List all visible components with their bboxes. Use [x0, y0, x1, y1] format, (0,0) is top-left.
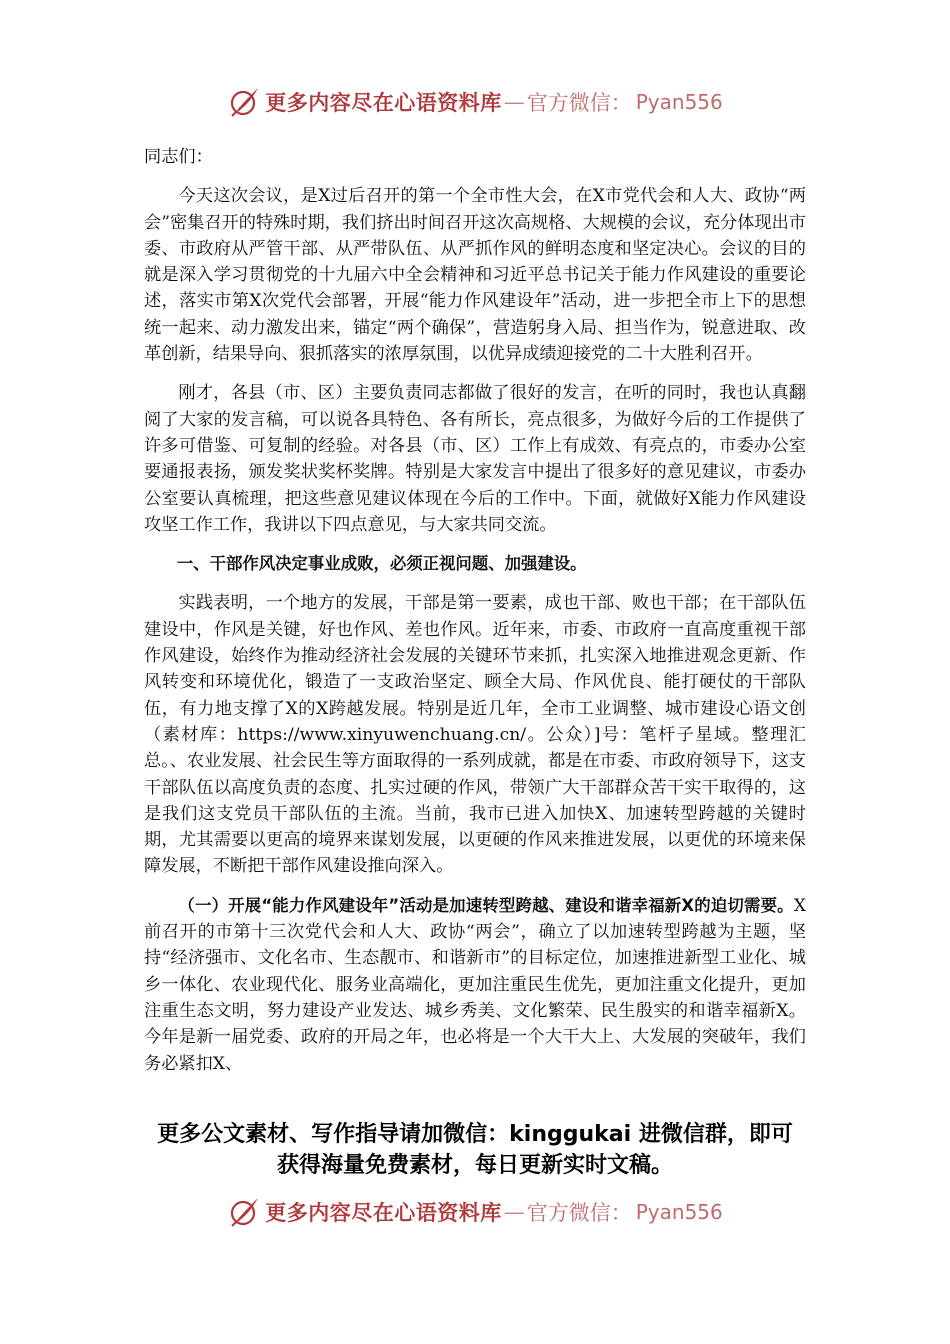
quill-logo-icon: [227, 85, 261, 119]
footer-watermark-banner: [0, 1190, 950, 1234]
paragraph-remarks: 刚才，各县（市、区）主要负责同志都做了很好的发言，在听的同时，我也认真翻阅了大家的发言稿，可以说各具特色、各有所长，亮点很多，为做好今后的工作提供了许多可借鉴、可复制的经验。对各县（市、区）工作上有成效、有亮点的，市委办公室要通报表扬，颁发奖状奖杯奖牌。特别是大家发言中提出了很多好的意见建议，市委办公室要认真梳理，把这些意见建议体现在今后的工作中。下面，就做好X能力作风建设攻坚工作工作，我讲以下四点意见，与大家共同交流。: [144, 383, 806, 535]
subsection-body: X前召开的市第十三次党代会和人大、政协“两会”，确立了以加速转型跨越为主题，坚持“经济强市、文化名市、生态靓市、和谐新市”的目标定位，加速推进新型工业化、城乡一体化、农业现代化、服务业高端化，更加注重民生优先，更加注重文化提升，更加注重生态文明，努力建设产业发达、城乡秀美、文化繁荣、民生殷实的和谐幸福新X。今年是新一届党委、政府的开局之年，也必将是一个大干大上、大发展的突破年，我们务必紧扣X、: [144, 895, 806, 1074]
subsection-lead: （一）开展“能力作风建设年”活动是加速转型跨越、建设和谐幸福新X的迫切需要。: [178, 895, 794, 915]
paragraph-subsection-1: [144, 893, 806, 1077]
banner-wechat-id: Pyan556: [635, 1200, 723, 1224]
promo-line-1: 更多公文素材、写作指导请加微信：kinggukai 进微信群，即可: [157, 1122, 793, 1147]
promo-line-2: 获得海量免费素材，每日更新实时文稿。: [276, 1153, 673, 1178]
paragraph-practice: 实践表明，一个地方的发展，干部是第一要素，成也干部、败也干部；在干部队伍建设中，作风是关键，好也作风、差也作风。近年来，市委、市政府一直高度重视干部作风建设，始终作为推动经济社会发展的关键环节来抓，扎实深入地推进观念更新、作风转变和环境优化，锻造了一支政治坚定、顾全大局、作风优良、能打硬仗的干部队伍，有力地支撑了X的X跨越发展。特别是近几年，全市工业调整、城市建设心语文创（素材库：https://www.xinyuwenchuang.cn/。公众）]号：笔杆子星域。整理汇总。、农业发展、社会民生等方面取得的一系列成就，都是在市委、市政府领导下，这支干部队伍以高度负责的态度、扎实过硬的作风，带领广大干部群众苦干实干取得的，这是我们这支党员干部队伍的主流。当前，我市已进入加快X、加速转型跨越的关键时期，尤其需要以更高的境界来谋划发展，以更硬的作风来推进发展，以更优的环境来保障发展，不断把干部作风建设推向深入。: [144, 593, 806, 877]
promo-notice: [100, 1119, 850, 1181]
banner-library-text: 更多内容尽在心语资料库: [265, 1200, 502, 1225]
paragraph-intro: 今天这次会议，是X过后召开的第一个全市性大会，在X市党代会和人大、政协“两会”密集召开的特殊时期，我们挤出时间召开这次高规格、大规模的会议，充分体现出市委、市政府从严管干部、从严带队伍、从严抓作风的鲜明态度和坚定决心。会议的目的就是深入学习贯彻党的十九届六中全会精神和习近平总书记关于能力作风建设的重要论述，落实市第X次党代会部署，开展“能力作风建设年”活动，进一步把全市上下的思想统一起来、动力激发出来，锚定“两个确保”，营造躬身入局、担当作为，锐意进取、改革创新，结果导向、狠抓落实的浓厚氛围，以优异成绩迎接党的二十大胜利召开。: [144, 186, 806, 365]
banner-wechat-label: 官方微信：: [526, 91, 632, 115]
banner-wechat-label: 官方微信：: [526, 1201, 632, 1225]
banner-wechat-id: Pyan556: [635, 90, 723, 114]
banner-library-text: 更多内容尽在心语资料库: [265, 90, 502, 115]
document-body: [144, 144, 806, 1077]
header-watermark-banner: [0, 80, 950, 124]
section-heading-1: 一、干部作风决定事业成败，必须正视问题、加强建设。: [176, 554, 587, 574]
banner-dash: —: [503, 90, 525, 114]
banner-dash: —: [503, 1200, 525, 1224]
quill-logo-icon: [227, 1195, 261, 1229]
greeting: 同志们：: [144, 147, 213, 167]
